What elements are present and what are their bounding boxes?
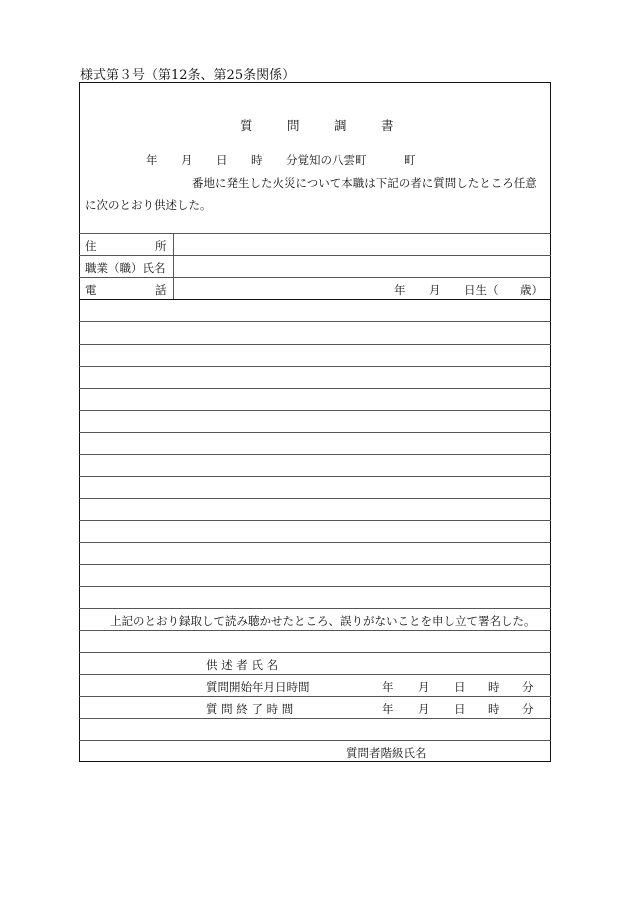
occupation-label: 職業（職）氏名	[85, 261, 166, 275]
statement-line	[79, 520, 551, 521]
end-hour: 時	[488, 702, 500, 716]
title-char-3: 調	[334, 118, 347, 133]
end-minute: 分	[522, 702, 534, 716]
intro-year: 年	[146, 153, 158, 167]
start-year: 年	[382, 680, 394, 694]
title-char-1: 質	[240, 118, 253, 133]
statement-line	[79, 542, 551, 543]
statement-line	[79, 498, 551, 499]
birth-day-suffix: 日生（	[464, 283, 499, 297]
divider	[79, 277, 551, 278]
statement-line	[79, 410, 551, 411]
end-month: 月	[418, 702, 430, 716]
title-char-4: 書	[381, 118, 394, 133]
intro-day: 日	[216, 153, 228, 167]
intro-line-2: 番地に発生した火災について本職は下記の者に質問したところ任意	[192, 176, 537, 190]
question-start-label: 質問開始年月日時間	[206, 680, 310, 694]
statement-line	[79, 476, 551, 477]
statement-line	[79, 696, 551, 697]
statement-line	[79, 586, 551, 587]
divider	[79, 233, 551, 234]
statement-line	[79, 344, 551, 345]
statement-line	[79, 608, 551, 609]
statement-line	[79, 366, 551, 367]
statement-line	[79, 718, 551, 719]
statement-line	[79, 674, 551, 675]
form-number: 様式第３号（第12条、第25条関係）	[80, 68, 296, 83]
intro-town: 町	[404, 153, 416, 167]
age-suffix: 歳）	[520, 283, 543, 297]
statement-line	[79, 652, 551, 653]
start-hour: 時	[488, 680, 500, 694]
intro-place: 分覚知の八雲町	[286, 153, 367, 167]
intro-hour: 時	[251, 153, 263, 167]
confirmation-text: 上記のとおり録取して読み聴かせたところ、誤りがないことを申し立て署名した。	[110, 614, 536, 628]
birth-year: 年	[394, 283, 406, 297]
statement-line	[79, 388, 551, 389]
divider	[79, 255, 551, 256]
end-day: 日	[454, 702, 466, 716]
statement-line	[79, 630, 551, 631]
statement-line	[79, 740, 551, 741]
start-minute: 分	[522, 680, 534, 694]
divider	[79, 299, 551, 300]
address-label-a: 住	[85, 239, 97, 253]
start-day: 日	[454, 680, 466, 694]
address-label-b: 所	[155, 239, 167, 253]
deponent-name-label: 供 述 者 氏 名	[206, 658, 279, 672]
intro-month: 月	[181, 153, 193, 167]
statement-line	[79, 432, 551, 433]
birth-month: 月	[429, 283, 441, 297]
start-month: 月	[418, 680, 430, 694]
label-column-divider	[173, 233, 174, 299]
intro-line-3: に次のとおり供述した。	[85, 198, 212, 212]
statement-line	[79, 454, 551, 455]
statement-line	[79, 564, 551, 565]
question-end-label: 質 問 終 了 時 間	[206, 702, 294, 716]
phone-label-b: 話	[155, 283, 167, 297]
end-year: 年	[382, 702, 394, 716]
statement-line	[79, 321, 551, 322]
title-char-2: 問	[287, 118, 300, 133]
questioner-label: 質問者階級氏名	[346, 746, 427, 760]
phone-label-a: 電	[85, 283, 97, 297]
